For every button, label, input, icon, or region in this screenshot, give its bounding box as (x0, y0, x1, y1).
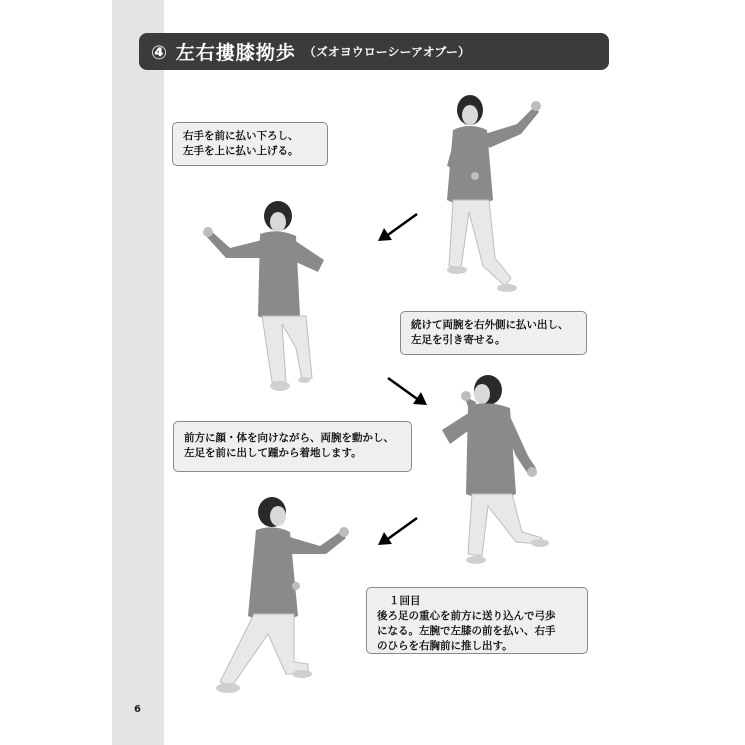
caption-line: １回目 (389, 595, 421, 607)
caption-line: 右手を前に払い下ろし、 (183, 130, 299, 142)
caption-line: 前方に顔・体を向けながら、両腕を動かし、 (184, 432, 394, 444)
caption-step-1 (172, 122, 328, 166)
caption-line: 左足を前に出して踵から着地します。 (184, 447, 362, 459)
arrow-down-left-2 (375, 514, 421, 548)
caption-step-4 (366, 587, 588, 654)
caption-line: 左足を引き寄せる。 (411, 334, 506, 346)
arrow-down-right (384, 374, 430, 408)
section-title: ④ 左右摟膝拗歩 (151, 42, 296, 64)
caption-line: 続けて両腕を右外側に払い出し、 (411, 319, 569, 331)
caption-line: になる。左腕で左膝の前を払い、右手 (377, 625, 556, 637)
section-subtitle: （ズオヨウローシーアオブー） (303, 45, 471, 59)
photo-step-1 (425, 88, 545, 300)
photo-step-4 (212, 494, 358, 700)
caption-step-2 (400, 311, 587, 355)
right-margin (632, 0, 745, 745)
caption-line: 後ろ足の重心を前方に送り込んで弓歩 (377, 610, 556, 622)
caption-step-3 (173, 421, 412, 472)
photo-step-3 (436, 372, 556, 570)
side-margin-band (112, 0, 164, 745)
arrow-down-left-1 (375, 210, 421, 244)
caption-line: のひらを右胸前に推し出す。 (377, 640, 513, 652)
section-title-bar (139, 33, 609, 70)
page-number: 6 (134, 704, 141, 715)
photo-step-2 (200, 198, 330, 398)
caption-line: 左手を上に払い上げる。 (183, 145, 299, 157)
